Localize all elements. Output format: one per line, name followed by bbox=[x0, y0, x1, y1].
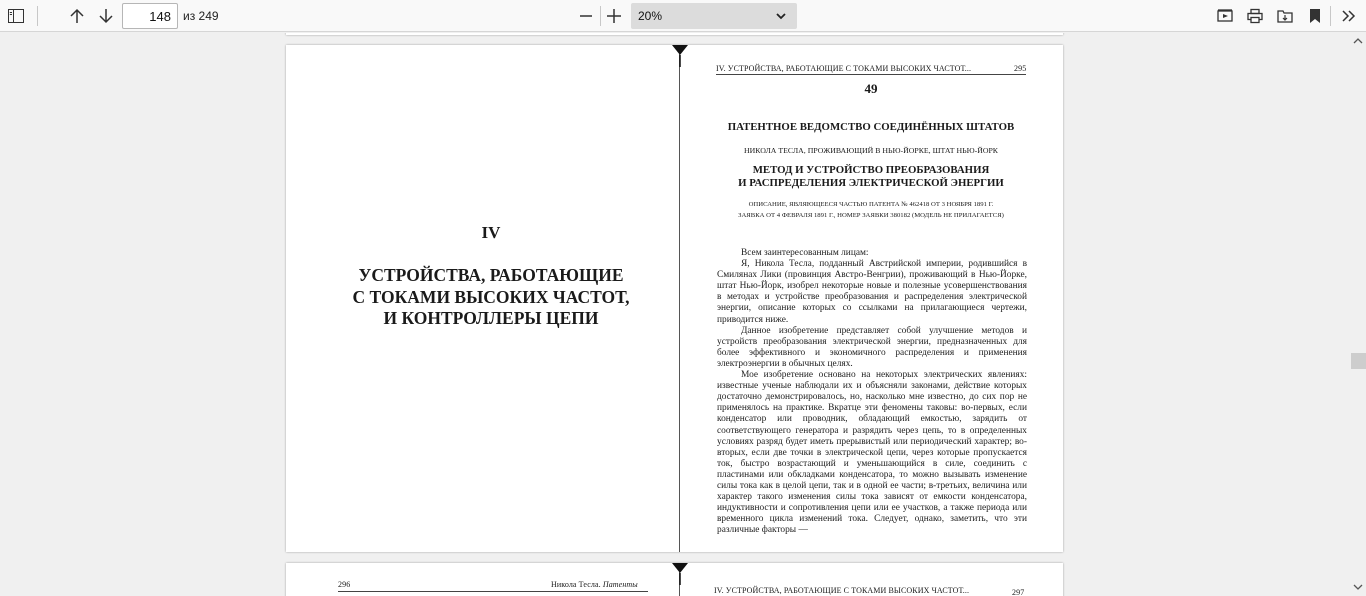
toolbar bbox=[0, 0, 1366, 32]
running-head: IV. УСТРОЙСТВА, РАБОТАЮЩИЕ С ТОКАМИ ВЫСОКИХ ЧАСТОТ... bbox=[716, 64, 972, 73]
more-tools-button[interactable] bbox=[1337, 4, 1361, 28]
bookmark-icon bbox=[1309, 8, 1321, 24]
patent-title-line: МЕТОД И УСТРОЙСТВО ПРЕОБРАЗОВАНИЯ bbox=[752, 164, 990, 176]
inventor-line: НИКОЛА ТЕСЛА, ПРОЖИВАЮЩИЙ В НЬЮ-ЙОРКЕ, ШТАТ НЬЮ-ЙОРК bbox=[743, 146, 998, 155]
section-title-line: И КОНТРОЛЛЕРЫ ЦЕПИ bbox=[383, 308, 599, 328]
section-number: IV bbox=[481, 223, 501, 242]
running-head-author: Никола Тесла. bbox=[551, 580, 601, 589]
presentation-icon bbox=[1217, 8, 1233, 24]
arrow-up-icon bbox=[69, 8, 85, 24]
arrow-down-icon bbox=[98, 8, 114, 24]
specification-info bbox=[706, 200, 1036, 221]
next-page-button[interactable] bbox=[94, 4, 118, 28]
scroll-up-icon[interactable] bbox=[1353, 36, 1363, 46]
toolbar-divider bbox=[37, 6, 38, 26]
paragraph: Мое изобретение основано на некоторых электрических явлениях: известные ученые наблюдали их и объясняли законами, действие которых достаточно демонстрировалось, но, насколько мне известно, до сих пор не применялось на практике. Вкратце эти феномены таковы: во-первых, если конденсатор или проводник, обладающий емкостью, зарядить от соответствующего генератора и разрядить через цепь, то в определенных условиях разряд будет иметь прерывистый или периодический характер; во-вторых, если две точки в электрической цепи, через которые пропускается ток, быстро возрастающий и уменьшающийся в силе, соединить с пластинами или обкладками конденсатора, то можно вызывать изменение силы тока как в целой цепи, так и в одной ее части; в-третьих, величина или характер такого изменения силы тока зависят от емкости конденсатора, индуктивности и сопротивления цепи или ее участков, а также периода или временного цикла изменений тока. Следует, однако, заметить, что эти различные факторы — bbox=[717, 370, 1027, 536]
paragraph: Я, Никола Тесла, подданный Австрийской империи, родившийся в Смилянах Лики (провинция Австро-Венгрии), проживающий в Нью-Йорке, штат Нью-Йорк, изобрел некоторые новые и полезные усовершенствования в методах и устройстве преобразования и распределения электрической энергии, описание которых со ссылками на прилагающиеся чертежи, приводится ниже. bbox=[717, 259, 1027, 325]
print-button[interactable] bbox=[1243, 4, 1267, 28]
page-number: 297 bbox=[1012, 588, 1025, 596]
scrollbar-thumb[interactable] bbox=[1351, 353, 1366, 369]
sidebar-icon bbox=[8, 9, 24, 23]
scroll-down-icon[interactable] bbox=[1353, 582, 1363, 592]
page-number: 296 bbox=[338, 580, 351, 589]
paragraph: Данное изобретение представляет собой улучшение методов и устройств преобразования электрической энергии, предназначенных для более эффективного и экономичного распределения и применения электроэнергии в обычных целях. bbox=[717, 325, 1027, 369]
header-rule bbox=[338, 591, 648, 592]
more-icon bbox=[1341, 8, 1357, 24]
next-page-spread bbox=[286, 563, 1063, 596]
plus-icon bbox=[606, 8, 622, 24]
zoom-value: 20% bbox=[638, 9, 663, 23]
zoom-out-button[interactable] bbox=[574, 4, 598, 28]
specification-line: ОПИСАНИЕ, ЯВЛЯЮЩЕЕСЯ ЧАСТЬЮ ПАТЕНТА № 462418 ОТ 3 НОЯБРЯ 1891 Г. bbox=[748, 201, 994, 208]
page-total-label: из 249 bbox=[183, 9, 219, 23]
zoom-in-button[interactable] bbox=[602, 4, 626, 28]
patent-title bbox=[706, 164, 1036, 189]
patent-office: ПАТЕНТНОЕ ВЕДОМСТВО СОЕДИНЁННЫХ ШТАТОВ bbox=[727, 121, 1015, 133]
header-rule bbox=[716, 74, 1026, 75]
running-head bbox=[551, 580, 638, 589]
vertical-scrollbar[interactable] bbox=[1349, 32, 1366, 596]
save-icon bbox=[1277, 8, 1293, 24]
paragraph: Всем заинтересованным лицам: bbox=[741, 248, 869, 258]
sidebar-toggle-button[interactable] bbox=[4, 4, 28, 28]
section-title-line: УСТРОЙСТВА, РАБОТАЮЩИЕ bbox=[358, 265, 624, 285]
save-button[interactable] bbox=[1273, 4, 1297, 28]
chevron-down-icon bbox=[775, 10, 787, 22]
zoom-select[interactable] bbox=[631, 3, 797, 29]
document-viewer[interactable] bbox=[0, 33, 1366, 596]
toolbar-divider bbox=[600, 6, 601, 26]
page-number-input[interactable] bbox=[122, 3, 178, 29]
binding-mark bbox=[672, 45, 688, 67]
print-icon bbox=[1247, 8, 1263, 24]
bookmark-button[interactable] bbox=[1303, 4, 1327, 28]
page-number: 295 bbox=[1014, 64, 1027, 73]
minus-icon bbox=[579, 9, 593, 23]
presentation-mode-button[interactable] bbox=[1213, 4, 1237, 28]
toolbar-divider bbox=[1330, 6, 1331, 26]
specification-line: ЗАЯВКА ОТ 4 ФЕВРАЛЯ 1891 Г., НОМЕР ЗАЯВКИ 380182 (МОДЕЛЬ НЕ ПРИЛАГАЕТСЯ) bbox=[738, 211, 1004, 219]
section-title bbox=[286, 265, 696, 330]
previous-page-button[interactable] bbox=[65, 4, 89, 28]
section-title-line: С ТОКАМИ ВЫСОКИХ ЧАСТОТ, bbox=[352, 286, 630, 307]
body-text bbox=[717, 248, 1027, 536]
binding-mark bbox=[672, 563, 688, 585]
previous-spread bbox=[286, 33, 1063, 35]
running-head: IV. УСТРОЙСТВА, РАБОТАЮЩИЕ С ТОКАМИ ВЫСОКИХ ЧАСТОТ... bbox=[714, 586, 970, 595]
patent-title-line: И РАСПРЕДЕЛЕНИЯ ЭЛЕКТРИЧЕСКОЙ ЭНЕРГИИ bbox=[738, 176, 1004, 189]
document-number: 49 bbox=[864, 81, 878, 96]
running-head-title: Патенты bbox=[602, 580, 638, 589]
